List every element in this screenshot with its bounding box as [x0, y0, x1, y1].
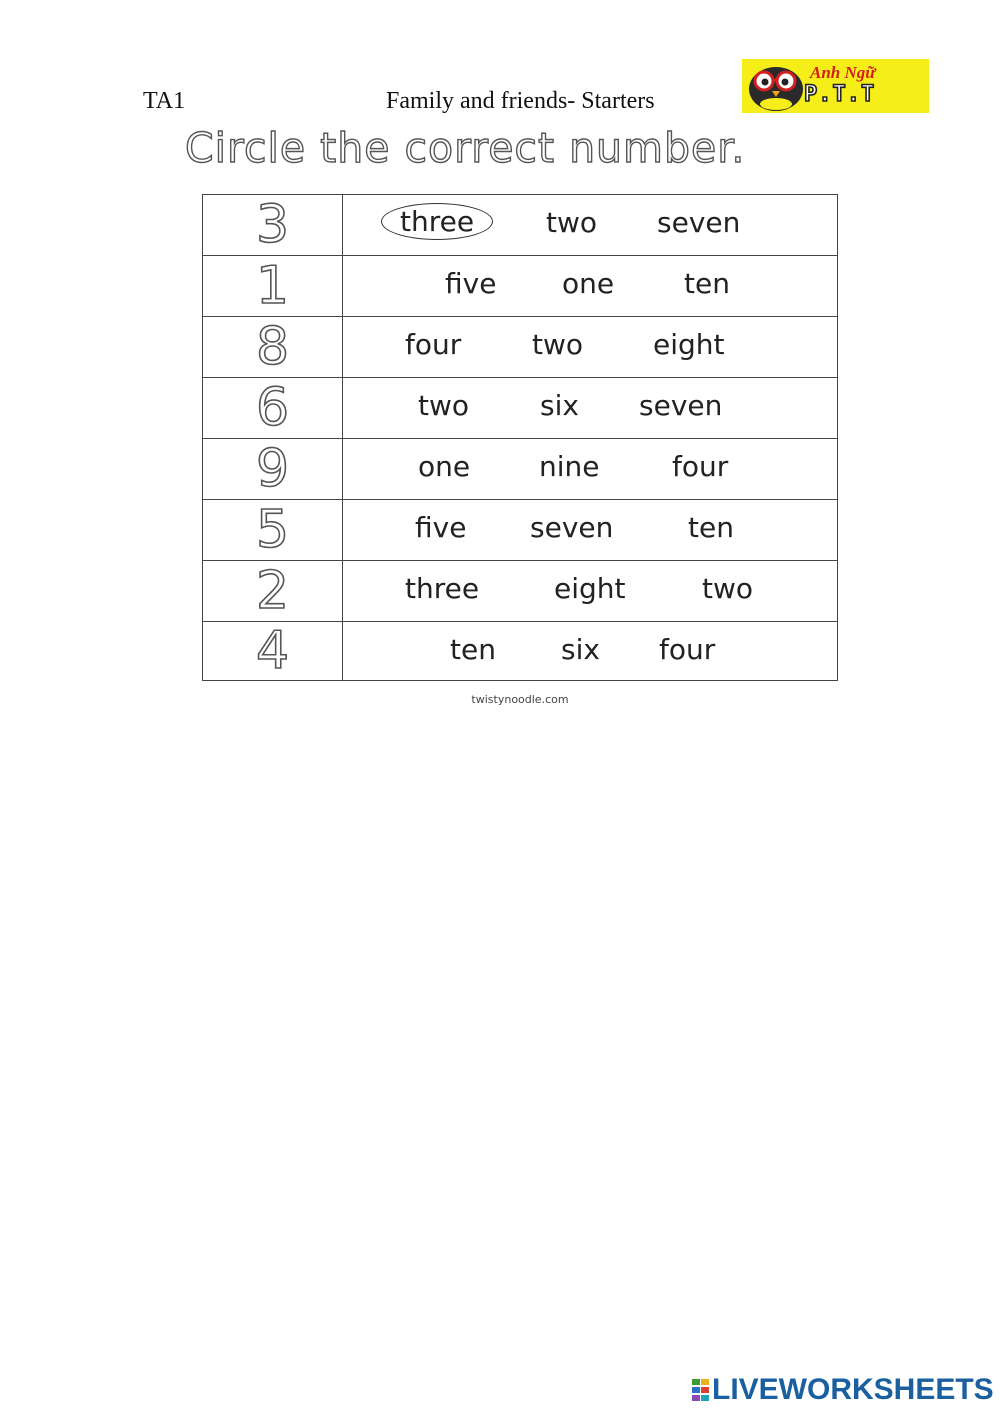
- table-row: [203, 317, 837, 378]
- table-row: [203, 256, 837, 317]
- word-option[interactable]: two: [532, 328, 584, 361]
- table-row: [203, 500, 837, 561]
- word-option[interactable]: two: [702, 572, 754, 605]
- digit-cell: [203, 378, 343, 438]
- table-row: [203, 561, 837, 622]
- word-option[interactable]: eight: [554, 572, 626, 605]
- digit: 8: [255, 317, 290, 377]
- table-row: [203, 439, 837, 500]
- word-option[interactable]: one: [418, 450, 471, 483]
- word-option[interactable]: one: [562, 267, 615, 300]
- word-option[interactable]: ten: [688, 511, 734, 544]
- digit-cell: [203, 561, 343, 621]
- word-option[interactable]: four: [672, 450, 729, 483]
- worksheet-code: TA1: [143, 88, 186, 114]
- liveworksheets-icon: [692, 1377, 710, 1403]
- school-logo: [742, 59, 929, 113]
- digit: 3: [255, 195, 290, 255]
- digit: 9: [255, 439, 290, 499]
- word-option[interactable]: ten: [450, 633, 496, 666]
- word-option[interactable]: two: [418, 389, 470, 422]
- word-option[interactable]: six: [540, 389, 579, 422]
- word-option[interactable]: six: [561, 633, 600, 666]
- word-option[interactable]: seven: [657, 206, 741, 239]
- credit-text: twistynoodle.com: [471, 693, 569, 706]
- owl-icon: [742, 59, 812, 113]
- answer-table: [202, 194, 838, 681]
- digit: 4: [255, 621, 290, 681]
- word-option-circled[interactable]: three: [381, 203, 493, 240]
- table-row: [203, 195, 837, 256]
- digit-cell: [203, 195, 343, 255]
- word-option[interactable]: seven: [530, 511, 614, 544]
- word-option[interactable]: ten: [684, 267, 730, 300]
- liveworksheets-brand: LIVEWORKSHEETS: [712, 1373, 994, 1406]
- instruction-heading: Circle the correct number.: [185, 124, 746, 172]
- digit: 1: [255, 256, 290, 316]
- logo-brand-text: Anh Ngữ: [810, 63, 876, 82]
- digit-cell: [203, 317, 343, 377]
- word-option[interactable]: five: [445, 267, 497, 300]
- word-option[interactable]: four: [405, 328, 462, 361]
- digit-cell: [203, 500, 343, 560]
- word-option[interactable]: three: [405, 572, 480, 605]
- liveworksheets-logo[interactable]: [692, 1373, 994, 1407]
- word-option[interactable]: nine: [539, 450, 600, 483]
- worksheet-title: Family and friends- Starters: [386, 88, 655, 114]
- digit: 5: [255, 500, 290, 560]
- digit-cell: [203, 439, 343, 499]
- digit-cell: [203, 622, 343, 680]
- digit: 6: [255, 378, 290, 438]
- word-option[interactable]: four: [659, 633, 716, 666]
- word-option[interactable]: seven: [639, 389, 723, 422]
- digit-cell: [203, 256, 343, 316]
- word-option[interactable]: two: [546, 206, 598, 239]
- word-option[interactable]: five: [415, 511, 467, 544]
- word-option[interactable]: eight: [653, 328, 725, 361]
- logo-code-text: P.T.T: [804, 82, 876, 107]
- digit: 2: [255, 561, 290, 621]
- table-row: [203, 622, 837, 680]
- table-row: [203, 378, 837, 439]
